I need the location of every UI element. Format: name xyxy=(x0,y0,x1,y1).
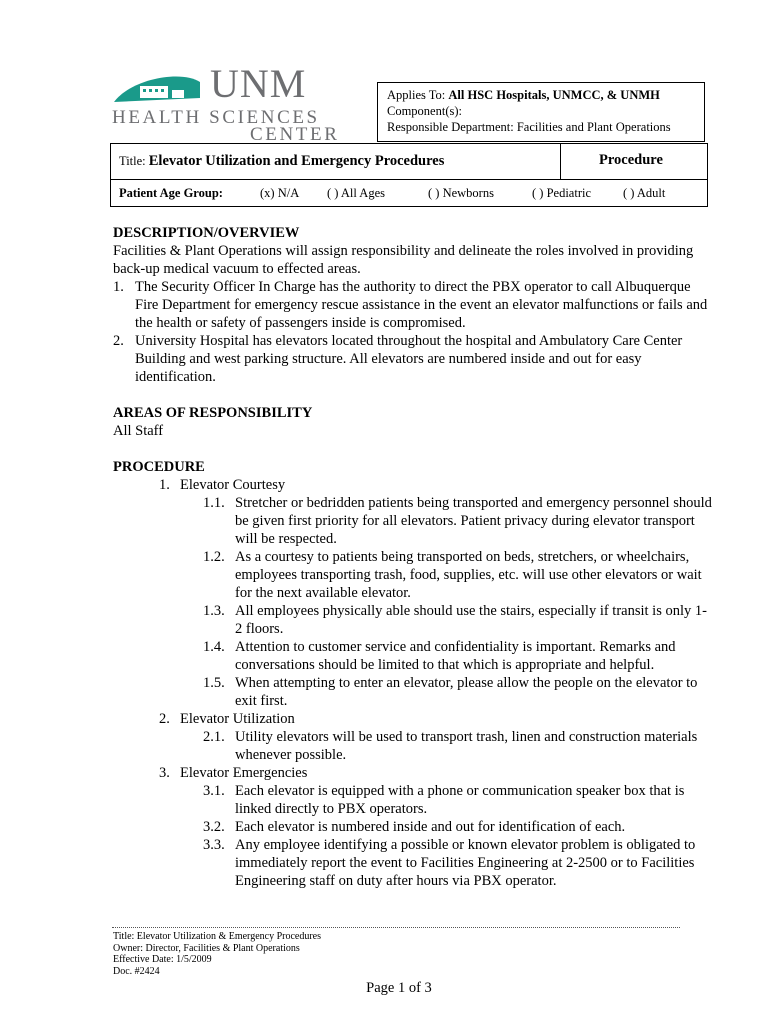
footer-owner: Owner: Director, Facilities & Plant Operations xyxy=(113,942,300,954)
description-item: 2. University Hospital has elevators located throughout the hospital and Ambulatory Care Center Building and west parking structure. All elevators are numbered inside and out for easy identification. xyxy=(113,333,683,385)
applies-to-box xyxy=(377,82,705,142)
responsible-department-line: Responsible Department: Facilities and Plant Operations xyxy=(387,120,671,134)
page-number: Page 1 of 3 xyxy=(366,980,432,996)
document-body xyxy=(113,224,713,890)
logo-unm-text: UNM xyxy=(210,61,307,106)
document-title: Elevator Utilization and Emergency Procedures xyxy=(148,153,445,169)
patient-age-group-row xyxy=(111,180,707,207)
procedure-item: 1.2. As a courtesy to patients being transported on beds, stretchers, or wheelchairs, employees transporting trash, food, supplies, etc. will use other elevators or wait for the next available elevator. xyxy=(203,549,702,601)
logo-center-text: CENTER xyxy=(250,124,340,145)
age-group-label: Patient Age Group: xyxy=(119,186,223,200)
applies-to-line xyxy=(387,87,695,103)
footer-title: Title: Elevator Utilization & Emergency Procedures xyxy=(113,931,322,942)
applies-to-label: Applies To: xyxy=(387,88,449,102)
age-option-na: (x) N/A xyxy=(260,186,300,200)
procedure-item: 1.1. Stretcher or bedridden patients being transported and emergency personnel should be given first priority for all elevators. Patient privacy during elevator transport will be respected. xyxy=(203,495,712,547)
description-item: 1. The Security Officer In Charge has the authority to direct the PBX operator to call Albuquerque Fire Department for emergency rescue assistance in the event an elevator malfunctions or fails and the health or safety of passengers inside is compromised. xyxy=(113,279,708,331)
title-cell xyxy=(119,153,444,170)
responsibility-heading: AREAS OF RESPONSIBILITY xyxy=(113,405,313,421)
footer-effective-date: Effective Date: 1/5/2009 xyxy=(113,954,212,965)
title-label: Title: xyxy=(119,154,149,168)
procedure-heading: PROCEDURE xyxy=(113,459,205,475)
procedure-section: 2. Elevator Utilization xyxy=(159,711,295,727)
footer-rule xyxy=(112,927,680,929)
footer-doc-number: Doc. #2424 xyxy=(113,965,160,977)
procedure-item: 3.2. Each elevator is numbered inside and out for identification of each. xyxy=(203,819,626,835)
logo-health-sciences-text: HEALTH SCIENCES xyxy=(112,107,320,128)
age-option-newborns: ( ) Newborns xyxy=(428,186,494,200)
procedure-item: 1.3. All employees physically able should use the stairs, especially if transit is only 1-2 floors. xyxy=(203,603,707,637)
document-type: Procedure xyxy=(599,152,663,168)
description-intro: Facilities & Plant Operations will assign responsibility and delineate the roles involved in providing back-up medical vacuum to effected areas. xyxy=(113,243,694,277)
logo-building-icon xyxy=(112,72,208,108)
procedure-item: 1.5. When attempting to enter an elevator, please allow the people on the elevator to exit first. xyxy=(203,675,698,709)
responsibility-text: All Staff xyxy=(113,423,164,439)
age-option-all-ages: ( ) All Ages xyxy=(327,186,385,200)
age-option-adult: ( ) Adult xyxy=(623,186,666,200)
footer xyxy=(113,931,321,977)
applies-to-value: All HSC Hospitals, UNMCC, & UNMH xyxy=(448,88,660,102)
title-row xyxy=(111,144,707,180)
description-heading: DESCRIPTION/OVERVIEW xyxy=(113,225,300,241)
title-table xyxy=(110,143,708,207)
procedure-item: 2.1. Utility elevators will be used to transport trash, linen and construction materials whenever possible. xyxy=(203,729,698,763)
procedure-section: 1. Elevator Courtesy xyxy=(159,477,286,493)
procedure-item: 3.1. Each elevator is equipped with a phone or communication speaker box that is linked directly to PBX operators. xyxy=(203,783,685,817)
age-option-pediatric: ( ) Pediatric xyxy=(532,186,592,200)
procedure-section: 3. Elevator Emergencies xyxy=(159,765,308,781)
components-line: Component(s): xyxy=(387,104,462,118)
procedure-item: 3.3. Any employee identifying a possible or known elevator problem is obligated to immediately report the event to Facilities Engineering at 2-2500 or to Facilities Engineering staff on duty after hours via PBX operator. xyxy=(203,837,696,889)
procedure-item: 1.4. Attention to customer service and confidentiality is important. Remarks and conversations should be limited to that which is appropriate and helpful. xyxy=(203,639,676,673)
unm-hsc-logo xyxy=(112,61,370,145)
table-divider xyxy=(560,144,561,179)
